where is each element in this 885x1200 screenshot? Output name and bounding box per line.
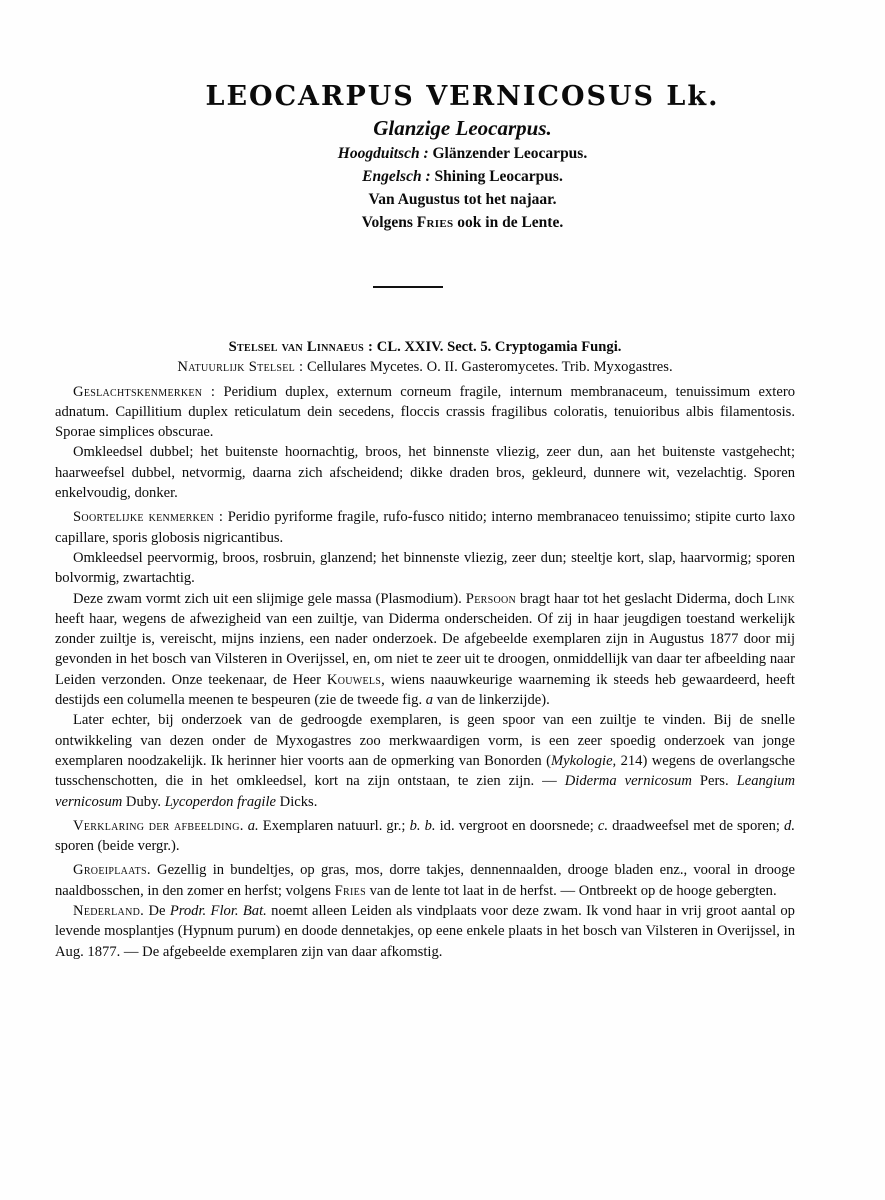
linnaeus-text: CL. XXIV. Sect. 5. Cryptogamia Fungi.	[373, 339, 622, 355]
natural-system-line	[55, 357, 795, 377]
season-line: Van Augustus tot het najaar.	[368, 191, 557, 208]
section-divider	[373, 286, 443, 288]
netherlands-paragraph	[55, 901, 795, 962]
figure-explanation	[55, 816, 795, 857]
figure-ref-a: a	[425, 692, 434, 709]
habitat-paragraph	[55, 860, 795, 901]
synonym-3: Lycoperdon fragile	[164, 793, 277, 810]
discussion-text: , wiens naauwkeurige waarneming ik steeds heb gewaardeerd, heeft destijds een columella meenen te bespeuren (zie de tweede fig.	[55, 671, 795, 709]
discussion-text: bragt haar tot het geslacht Diderma, doch	[516, 590, 768, 607]
habitat-label: Groeiplaats.	[73, 862, 151, 879]
english-name-line	[40, 165, 885, 188]
discussion-text: Later echter, bij onderzoek van de gedroogde exemplaren, is geen spoor van een zuiltje te vinden. Bij de snelle ontwikkeling van dezen onder de Myxogastres zoo merkwaardigen vorm, is een zeer spoedig onderzoek van jonge exemplaren noodzakelijk. Ik herinner hier voorts aan de opmerking van Bonorden (	[55, 712, 795, 769]
habitat-text: Gezellig in bundeltjes, op gras, mos, dorre takjes, dennennaalden, drooge bladen enz., vooral in drooge naaldbosschen, in den zomer en herfst; volgens	[55, 862, 795, 899]
species-label: Soortelijke kenmerken :	[73, 509, 224, 526]
discussion-paragraph-1	[55, 589, 795, 711]
prodr-ref: Prodr. Flor. Bat.	[169, 903, 267, 920]
fries-season-line	[40, 211, 885, 234]
genus-label: Geslachtskenmerken :	[73, 383, 216, 400]
discussion-text: van de linkerzijde).	[433, 692, 550, 709]
species-dutch: Omkleedsel peervormig, broos, rosbruin, glanzend; het binnenste vliezig, zeer dun; steeltje kort, slap, haarvormig; sporen bolvormig, zwartachtig.	[55, 549, 795, 587]
german-name-line	[40, 142, 885, 165]
genus-latin	[55, 382, 795, 443]
fig-bb: b. b.	[409, 817, 436, 834]
netherlands-label: Nederland.	[73, 903, 145, 920]
genus-latin-text: Peridium duplex, externum corneum fragile, internum membranaceum, tenuissimum extero adnatum. Capillitium duplex reticulatum dein secedens, floccis crassis fragilibus coloratis, tenuioribus albis filamentosis. Sporae simplices obscurae.	[55, 383, 795, 441]
synonym-3-author: Dicks.	[276, 793, 318, 810]
species-latin	[55, 507, 795, 548]
fries-author: Fries	[416, 214, 454, 231]
discussion-text: 214) wegens de overlangsche tusschenschotten, die in het omkleedsel, kort na zijn ontstaan, te zien zijn. —	[55, 752, 795, 790]
explanation-label: Verklaring der afbeelding.	[73, 817, 244, 834]
page-header	[0, 80, 885, 234]
habitat-text: van de lente tot laat in de herfst. — Ontbreekt op de hooge gebergten.	[365, 882, 777, 899]
fig-d-text: sporen (beide vergr.).	[55, 838, 180, 855]
english-name: Shining Leocarpus.	[430, 168, 563, 185]
genus-dutch: Omkleedsel dubbel; het buitenste hoornachtig, broos, het binnenste vliezig, zeer dun, aan het buitenste vastgehecht; haarweefsel dubbel, netvormig, daarna zich afscheidend; dikke draden bros, gekleurd, dunnere wit, vezelachtig. Sporen enkelvoudig, donker.	[55, 444, 795, 502]
synonym-1: Diderma vernicosum	[564, 773, 692, 790]
page-title: LEOCARPUS VERNICOSUS Lk.	[205, 81, 720, 112]
mykologie-ref: Mykologie,	[550, 752, 617, 769]
netherlands-text: noemt alleen Leiden als vindplaats voor deze zwam. Ik vond haar in vrij groot aantal op levende mosplantjes (Hypnum purum) en doode dennetakjes, op eene enkele plaats in het bosch van Vilsteren in Overijssel, in Aug. 1877. — De afgebeelde exemplaren zijn van daar afkomstig.	[55, 903, 795, 960]
fries-pre: Volgens	[361, 214, 417, 231]
german-label: Hoogduitsch :	[337, 145, 429, 162]
fig-d: d.	[784, 817, 795, 834]
fries-post: ook in de Lente.	[453, 214, 564, 231]
german-name: Glänzender Leocarpus.	[428, 145, 588, 162]
common-name: Glanzige Leocarpus.	[373, 116, 552, 140]
fig-bb-text: id. vergroot en doorsnede;	[435, 817, 598, 834]
author-persoon: Persoon	[465, 590, 517, 607]
discussion-text: heeft haar, wegens de afwezigheid van een zuiltje, van Diderma onderscheiden. Of zij in haar jeugdigen toestand werkelijk zonder zuiltje is, vereischt, mijns inziens, een nader onderzoek. De afgebeelde exemplaren zijn in Augustus 1877 door mij gevonden in het bosch van Vilsteren in Overijssel, en, om niet te zeer uit te droogen, onmiddellijk van daar ter afbeelding naar Leiden verzonden. Onze teekenaar, de Heer	[55, 610, 795, 688]
synonym-2: Leangium vernicosum	[55, 773, 795, 810]
fig-c: c.	[597, 817, 609, 834]
fig-a-text: Exemplaren natuurl. gr.;	[258, 817, 410, 834]
fig-c-text: draadweefsel met de sporen;	[608, 817, 785, 834]
species-latin-text: Peridio pyriforme fragile, rufo-fusco nitido; interno membranaceo tenuissimo; stipite curto laxo capillare, sporis globosis nigricantibus.	[55, 509, 795, 546]
main-text	[55, 337, 795, 962]
linnaeus-line	[55, 337, 795, 357]
fig-a: a.	[243, 817, 259, 834]
natural-text: Cellulares Mycetes. O. II. Gasteromycetes. Trib. Myxogastres.	[303, 359, 673, 376]
netherlands-text: De	[144, 903, 170, 920]
habitat-fries: Fries	[334, 882, 366, 899]
synonym-1-author: Pers.	[691, 773, 737, 790]
linnaeus-label: Stelsel van Linnaeus :	[228, 339, 374, 355]
natural-label: Natuurlijk Stelsel :	[177, 359, 304, 376]
discussion-text: Deze zwam vormt zich uit een slijmige gele massa (Plasmodium).	[73, 590, 466, 607]
author-link: Link	[767, 590, 795, 607]
discussion-paragraph-2	[55, 710, 795, 811]
author-kouwels: Kouwels	[326, 671, 382, 688]
synonym-2-author: Duby.	[122, 793, 165, 810]
english-label: Engelsch :	[362, 168, 431, 185]
